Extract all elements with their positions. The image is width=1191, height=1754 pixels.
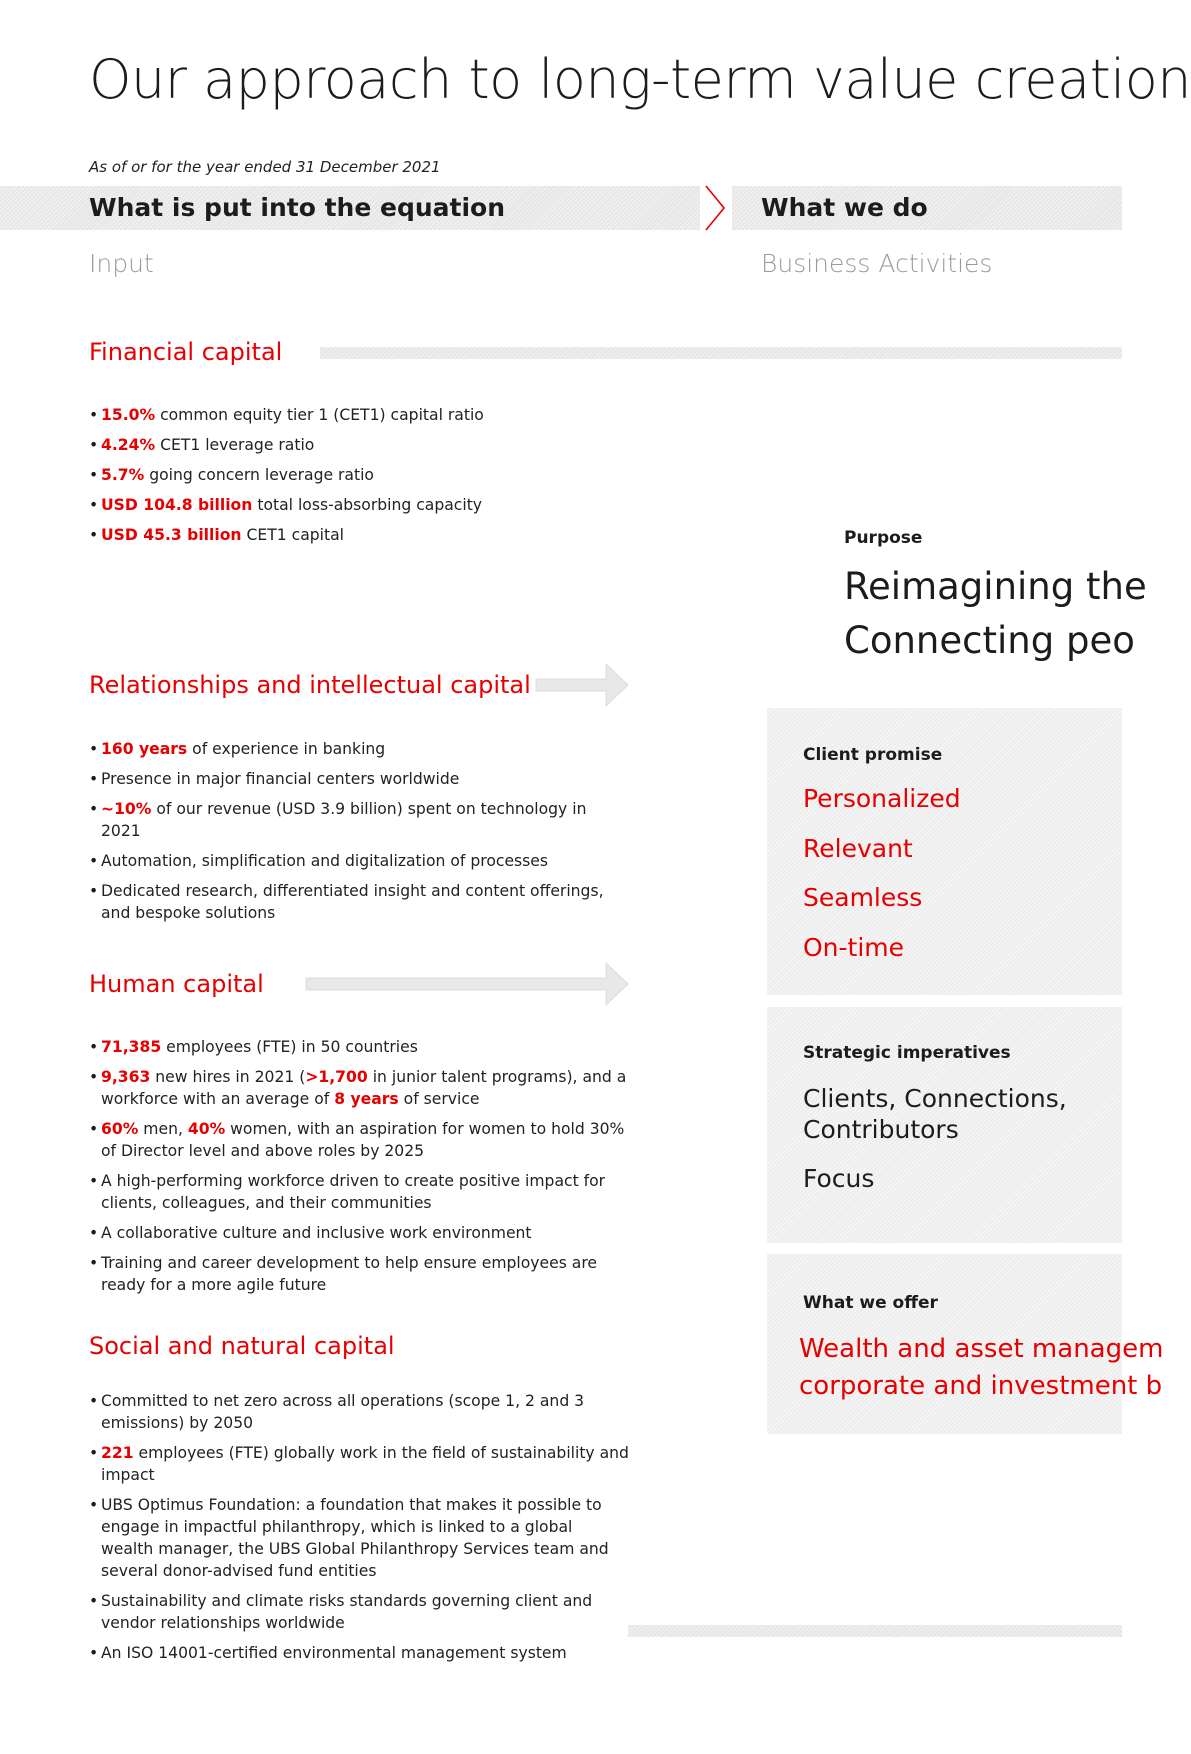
bullet-text: common equity tier 1 (CET1) capital ratio [155, 406, 484, 424]
social-natural-capital-list [89, 1390, 629, 1672]
highlight-figure: 60% [101, 1120, 139, 1138]
highlight-figure: 221 [101, 1444, 134, 1462]
list-item [89, 1642, 629, 1664]
highlight-figure: USD 104.8 billion [101, 496, 253, 514]
list-item [89, 1170, 629, 1214]
bullet-text: going concern leverage ratio [144, 466, 374, 484]
list-item [89, 1118, 629, 1162]
activities-band-title: What we do [761, 193, 928, 222]
input-column-label: Input [89, 249, 154, 278]
financial-capital-list [89, 404, 629, 554]
promise-item: Seamless [803, 883, 923, 912]
strategic-imperatives-label: Strategic imperatives [803, 1043, 1011, 1063]
social-natural-capital-heading: Social and natural capital [89, 1332, 395, 1360]
relationships-capital-heading: Relationships and intellectual capital [89, 671, 531, 699]
list-item [89, 524, 629, 546]
highlight-figure: USD 45.3 billion [101, 526, 242, 544]
purpose-label: Purpose [844, 528, 923, 548]
highlight-figure: 9,363 [101, 1068, 151, 1086]
highlight-figure: 8 years [334, 1090, 399, 1108]
bullet-text: in junior talent programs), and a workforce with an average of [101, 1068, 627, 1108]
bullet-text: UBS Optimus Foundation: a foundation that makes it possible to engage in impactful philanthropy, which is linked to a global wealth manager, the UBS Global Philanthropy Services team and several donor-advised fund entities [101, 1496, 609, 1580]
bullet-text: CET1 leverage ratio [155, 436, 315, 454]
bullet-text: new hires in 2021 ( [150, 1068, 306, 1086]
imperatives-line-1: Clients, Connections, [803, 1084, 1067, 1113]
page-title: Our approach to long-term value creation [89, 48, 1191, 111]
bullet-text: A collaborative culture and inclusive work environment [101, 1224, 532, 1242]
client-promise-label: Client promise [803, 745, 943, 765]
bullet-text: A high-performing workforce driven to create positive impact for clients, colleagues, and their communities [101, 1172, 606, 1212]
list-item [89, 768, 629, 790]
list-item [89, 1390, 629, 1434]
bullet-text: men, [138, 1120, 188, 1138]
list-item [89, 738, 629, 760]
promise-item: On-time [803, 933, 905, 962]
purpose-line-2: Connecting peo [844, 619, 1135, 662]
connector-bar [320, 347, 1122, 359]
offer-line-1: Wealth and asset managem [799, 1334, 1164, 1364]
arrow-right-icon [304, 959, 630, 1009]
offer-line-2: corporate and investment b [799, 1371, 1163, 1401]
connector-bar [628, 1625, 1122, 1637]
list-item [89, 850, 629, 872]
bullet-text: Sustainability and climate risks standards governing client and vendor relationships worldwide [101, 1592, 593, 1632]
bullet-text: of our revenue (USD 3.9 billion) spent on technology in 2021 [101, 800, 587, 840]
list-item [89, 1494, 629, 1582]
activities-column-label: Business Activities [761, 249, 993, 278]
list-item [89, 1222, 629, 1244]
imperatives-line-3: Focus [803, 1164, 875, 1193]
promise-item: Personalized [803, 784, 961, 813]
list-item [89, 404, 629, 426]
financial-capital-heading: Financial capital [89, 338, 283, 366]
highlight-figure: 4.24% [101, 436, 156, 454]
bullet-text: Presence in major financial centers worldwide [101, 770, 460, 788]
bullet-text: An ISO 14001-certified environmental management system [101, 1644, 567, 1662]
imperatives-line-2: Contributors [803, 1115, 959, 1144]
relationships-capital-list [89, 738, 629, 932]
bullet-text: Committed to net zero across all operations (scope 1, 2 and 3 emissions) by 2050 [101, 1392, 585, 1432]
human-capital-list [89, 1036, 629, 1304]
list-item [89, 494, 629, 516]
bullet-text: employees (FTE) in 50 countries [161, 1038, 418, 1056]
arrow-right-icon [534, 660, 630, 710]
human-capital-heading: Human capital [89, 970, 264, 998]
bullet-text: total loss-absorbing capacity [252, 496, 483, 514]
bullet-text: Dedicated research, differentiated insight and content offerings, and bespoke solutions [101, 882, 604, 922]
list-item [89, 1252, 629, 1296]
list-item [89, 798, 629, 842]
list-item [89, 1590, 629, 1634]
list-item [89, 434, 629, 456]
list-item [89, 880, 629, 924]
chevron-right-icon [698, 186, 734, 230]
bullet-text: CET1 capital [241, 526, 344, 544]
list-item [89, 464, 629, 486]
promise-item: Relevant [803, 834, 913, 863]
reporting-period: As of or for the year ended 31 December 2021 [89, 158, 441, 176]
bullet-text: Training and career development to help ensure employees are ready for a more agile future [101, 1254, 598, 1294]
bullet-text: employees (FTE) globally work in the field of sustainability and impact [101, 1444, 629, 1484]
highlight-figure: 160 years [101, 740, 188, 758]
list-item [89, 1036, 629, 1058]
bullet-text: of service [398, 1090, 480, 1108]
highlight-figure: 5.7% [101, 466, 145, 484]
list-item [89, 1066, 629, 1110]
highlight-figure: 71,385 [101, 1038, 162, 1056]
bullet-text: women, with an aspiration for women to hold 30% of Director level and above roles by 2025 [101, 1120, 625, 1160]
purpose-line-1: Reimagining the [844, 565, 1147, 608]
highlight-figure: 40% [187, 1120, 226, 1138]
input-band-title: What is put into the equation [89, 193, 506, 222]
highlight-figure: ~10% [101, 800, 152, 818]
list-item [89, 1442, 629, 1486]
bullet-text: of experience in banking [187, 740, 386, 758]
highlight-figure: >1,700 [305, 1068, 368, 1086]
what-we-offer-label: What we offer [803, 1293, 938, 1313]
bullet-text: Automation, simplification and digitalization of processes [101, 852, 549, 870]
highlight-figure: 15.0% [101, 406, 156, 424]
